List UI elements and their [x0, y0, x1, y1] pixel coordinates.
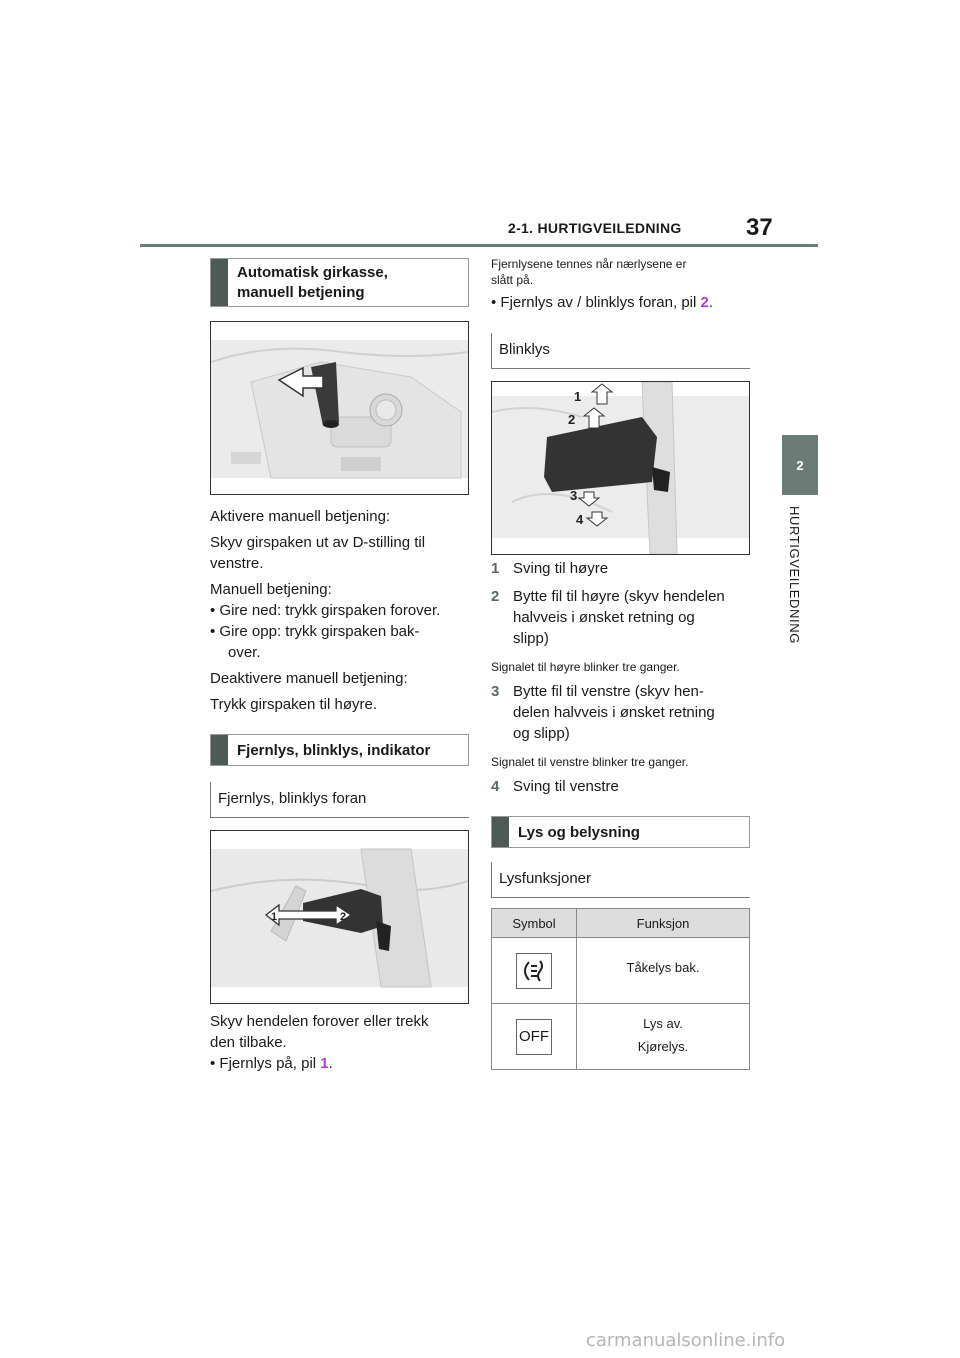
- bullet-item-cont: over.: [228, 644, 261, 661]
- left-instructions-2: [210, 1011, 472, 1074]
- section-title: Automatisk girkasse, manuell betjening: [237, 264, 388, 301]
- subheading-light-functions: Lysfunksjoner: [491, 862, 750, 898]
- arrow-label-2: 2: [568, 412, 576, 427]
- paragraph: Deaktivere manuell betjening:: [210, 670, 408, 687]
- highbeam-stalk-figure: [210, 830, 469, 1004]
- note: Signalet til venstre blinker tre ganger.: [491, 755, 689, 769]
- lights-off-icon: OFF: [516, 1019, 552, 1055]
- header-rule: [140, 244, 818, 247]
- arrow-label-4: 4: [576, 512, 584, 527]
- list-item: 1 Sving til høyre: [491, 560, 609, 577]
- arrow-label-2: 2: [340, 911, 347, 923]
- section-heading-gearbox: [210, 258, 469, 307]
- gear-selector-illustration: [211, 322, 468, 494]
- bullet-item: • Gire opp: trykk girspaken bak-: [210, 623, 420, 640]
- paragraph: venstre.: [210, 555, 264, 572]
- list-item: 3 Bytte fil til venstre (skyv hen- delen halvveis i ønsket retning og slipp): [491, 683, 715, 742]
- table-cell: Lys av. Kjørelys.: [577, 1004, 750, 1070]
- table-row: [492, 1004, 750, 1070]
- note: Signalet til høyre blinker tre ganger.: [491, 660, 680, 674]
- highbeam-note: Fjernlysene tennes når nærlysene er slått på.: [491, 257, 687, 287]
- chapter-tab[interactable]: [782, 435, 818, 495]
- page-number: 37: [746, 214, 773, 241]
- arrow-label-3: 3: [570, 488, 578, 503]
- gear-selector-figure: [210, 321, 469, 495]
- left-instructions: [210, 506, 472, 715]
- bullet-item: • Fjernlys av / blinklys foran, pil 2.: [491, 294, 714, 311]
- table-row: [492, 938, 750, 1004]
- bullet-item: • Gire ned: trykk girspaken forover.: [210, 602, 441, 619]
- section-heading-lighting: [491, 816, 750, 848]
- section-title: Fjernlys, blinklys, indikator: [237, 742, 431, 759]
- chapter-label: HURTIGVEILEDNING: [787, 506, 802, 644]
- bullet-item: • Fjernlys på, pil 1.: [210, 1055, 333, 1072]
- turn-signal-figure: [491, 381, 750, 555]
- paragraph: Aktivere manuell betjening:: [210, 508, 391, 525]
- subheading-turn-signal: Blinklys: [491, 333, 750, 369]
- paragraph: Skyv girspaken ut av D-stilling til: [210, 534, 426, 551]
- highbeam-stalk-illustration: [211, 831, 468, 1003]
- paragraph: den tilbake.: [210, 1034, 287, 1051]
- light-functions-table: [491, 908, 750, 1070]
- section-title: Lys og belysning: [518, 824, 640, 841]
- rear-fog-light-icon: [516, 953, 552, 989]
- chapter-number: 2: [796, 457, 804, 473]
- turn-signal-illustration: [492, 382, 749, 554]
- list-item: 2 Bytte fil til høyre (skyv hendelen halvveis i ønsket retning og slipp): [491, 588, 725, 647]
- running-header: 2-1. HURTIGVEILEDNING: [508, 220, 682, 236]
- watermark: carmanualsonline.info: [586, 1330, 786, 1351]
- subheading-highbeam: Fjernlys, blinklys foran: [210, 782, 469, 818]
- section-bar: [492, 817, 509, 847]
- chapter-side-label: [785, 506, 815, 656]
- turn-signal-list: [491, 558, 753, 797]
- section-bar: [211, 735, 228, 765]
- paragraph: Manuell betjening:: [210, 581, 332, 598]
- paragraph: Trykk girspaken til høyre.: [210, 696, 377, 713]
- table-header: Funksjon: [577, 909, 750, 938]
- list-item: 4 Sving til venstre: [491, 778, 619, 795]
- paragraph: Skyv hendelen forover eller trekk: [210, 1013, 429, 1030]
- arrow-label-1: 1: [271, 911, 278, 923]
- section-bar: [211, 259, 228, 306]
- table-cell: Tåkelys bak.: [577, 938, 750, 1004]
- table-header: Symbol: [492, 909, 577, 938]
- arrow-label-1: 1: [574, 389, 582, 404]
- section-heading-lights: [210, 734, 469, 766]
